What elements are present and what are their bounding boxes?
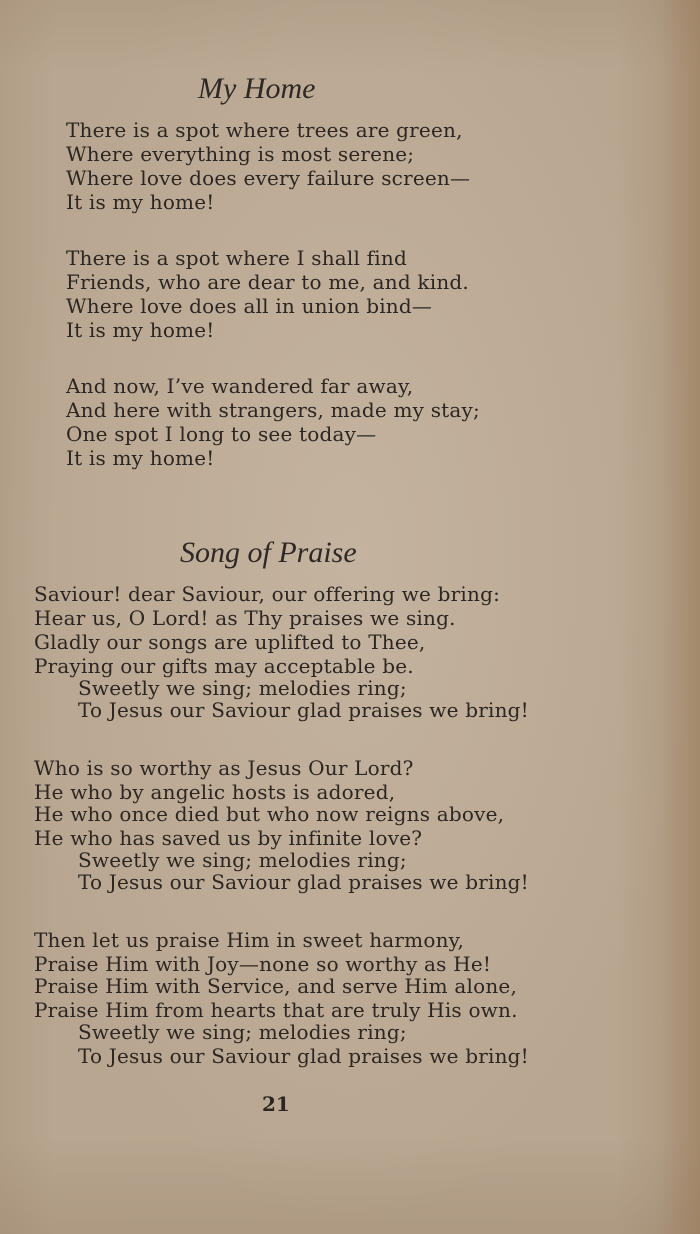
poem-line: It is my home! xyxy=(66,446,215,470)
poem-line: Praying our gifts may acceptable be. xyxy=(34,654,414,678)
poem-line: Praise Him from hearts that are truly His own. xyxy=(34,998,518,1022)
poem-line: He who by angelic hosts is adored, xyxy=(34,780,396,804)
poem-line: Who is so worthy as Jesus Our Lord? xyxy=(34,756,414,780)
poem-title-my-home: My Home xyxy=(198,72,316,105)
poem-line: Praise Him with Service, and serve Him alone, xyxy=(34,974,518,998)
poem-refrain-line: To Jesus our Saviour glad praises we bring! xyxy=(78,1044,529,1068)
poem-refrain-line: Sweetly we sing; melodies ring; xyxy=(78,1020,407,1044)
poem-line: There is a spot where trees are green, xyxy=(66,118,463,142)
page-edge-shadow xyxy=(658,0,700,1234)
poem-line: And now, I’ve wandered far away, xyxy=(66,374,414,398)
poem-line: He who has saved us by infinite love? xyxy=(34,826,423,850)
poem-line: Hear us, O Lord! as Thy praises we sing. xyxy=(34,606,456,630)
poem-line: Gladly our songs are uplifted to Thee, xyxy=(34,630,426,654)
poem-line: Saviour! dear Saviour, our offering we bring: xyxy=(34,582,501,606)
poem-line: It is my home! xyxy=(66,190,215,214)
poem-line: Where love does all in union bind— xyxy=(66,294,433,318)
poem-line: And here with strangers, made my stay; xyxy=(66,398,480,422)
poem-line: Where love does every failure screen— xyxy=(66,166,471,190)
poem-line: He who once died but who now reigns above, xyxy=(34,802,505,826)
page-number: 21 xyxy=(262,1092,290,1116)
poem-line: Where everything is most serene; xyxy=(66,142,415,166)
poem-refrain-line: To Jesus our Saviour glad praises we bring! xyxy=(78,698,529,722)
poem-line: Friends, who are dear to me, and kind. xyxy=(66,270,469,294)
poem-refrain-line: Sweetly we sing; melodies ring; xyxy=(78,848,407,872)
poem-line: It is my home! xyxy=(66,318,215,342)
poem-line: There is a spot where I shall find xyxy=(66,246,407,270)
poem-line: Then let us praise Him in sweet harmony, xyxy=(34,928,465,952)
poem-refrain-line: To Jesus our Saviour glad praises we bring! xyxy=(78,870,529,894)
poem-line: One spot I long to see today— xyxy=(66,422,377,446)
poem-line: Praise Him with Joy—none so worthy as He! xyxy=(34,952,492,976)
poem-refrain-line: Sweetly we sing; melodies ring; xyxy=(78,676,407,700)
poem-title-song-of-praise: Song of Praise xyxy=(180,536,357,569)
